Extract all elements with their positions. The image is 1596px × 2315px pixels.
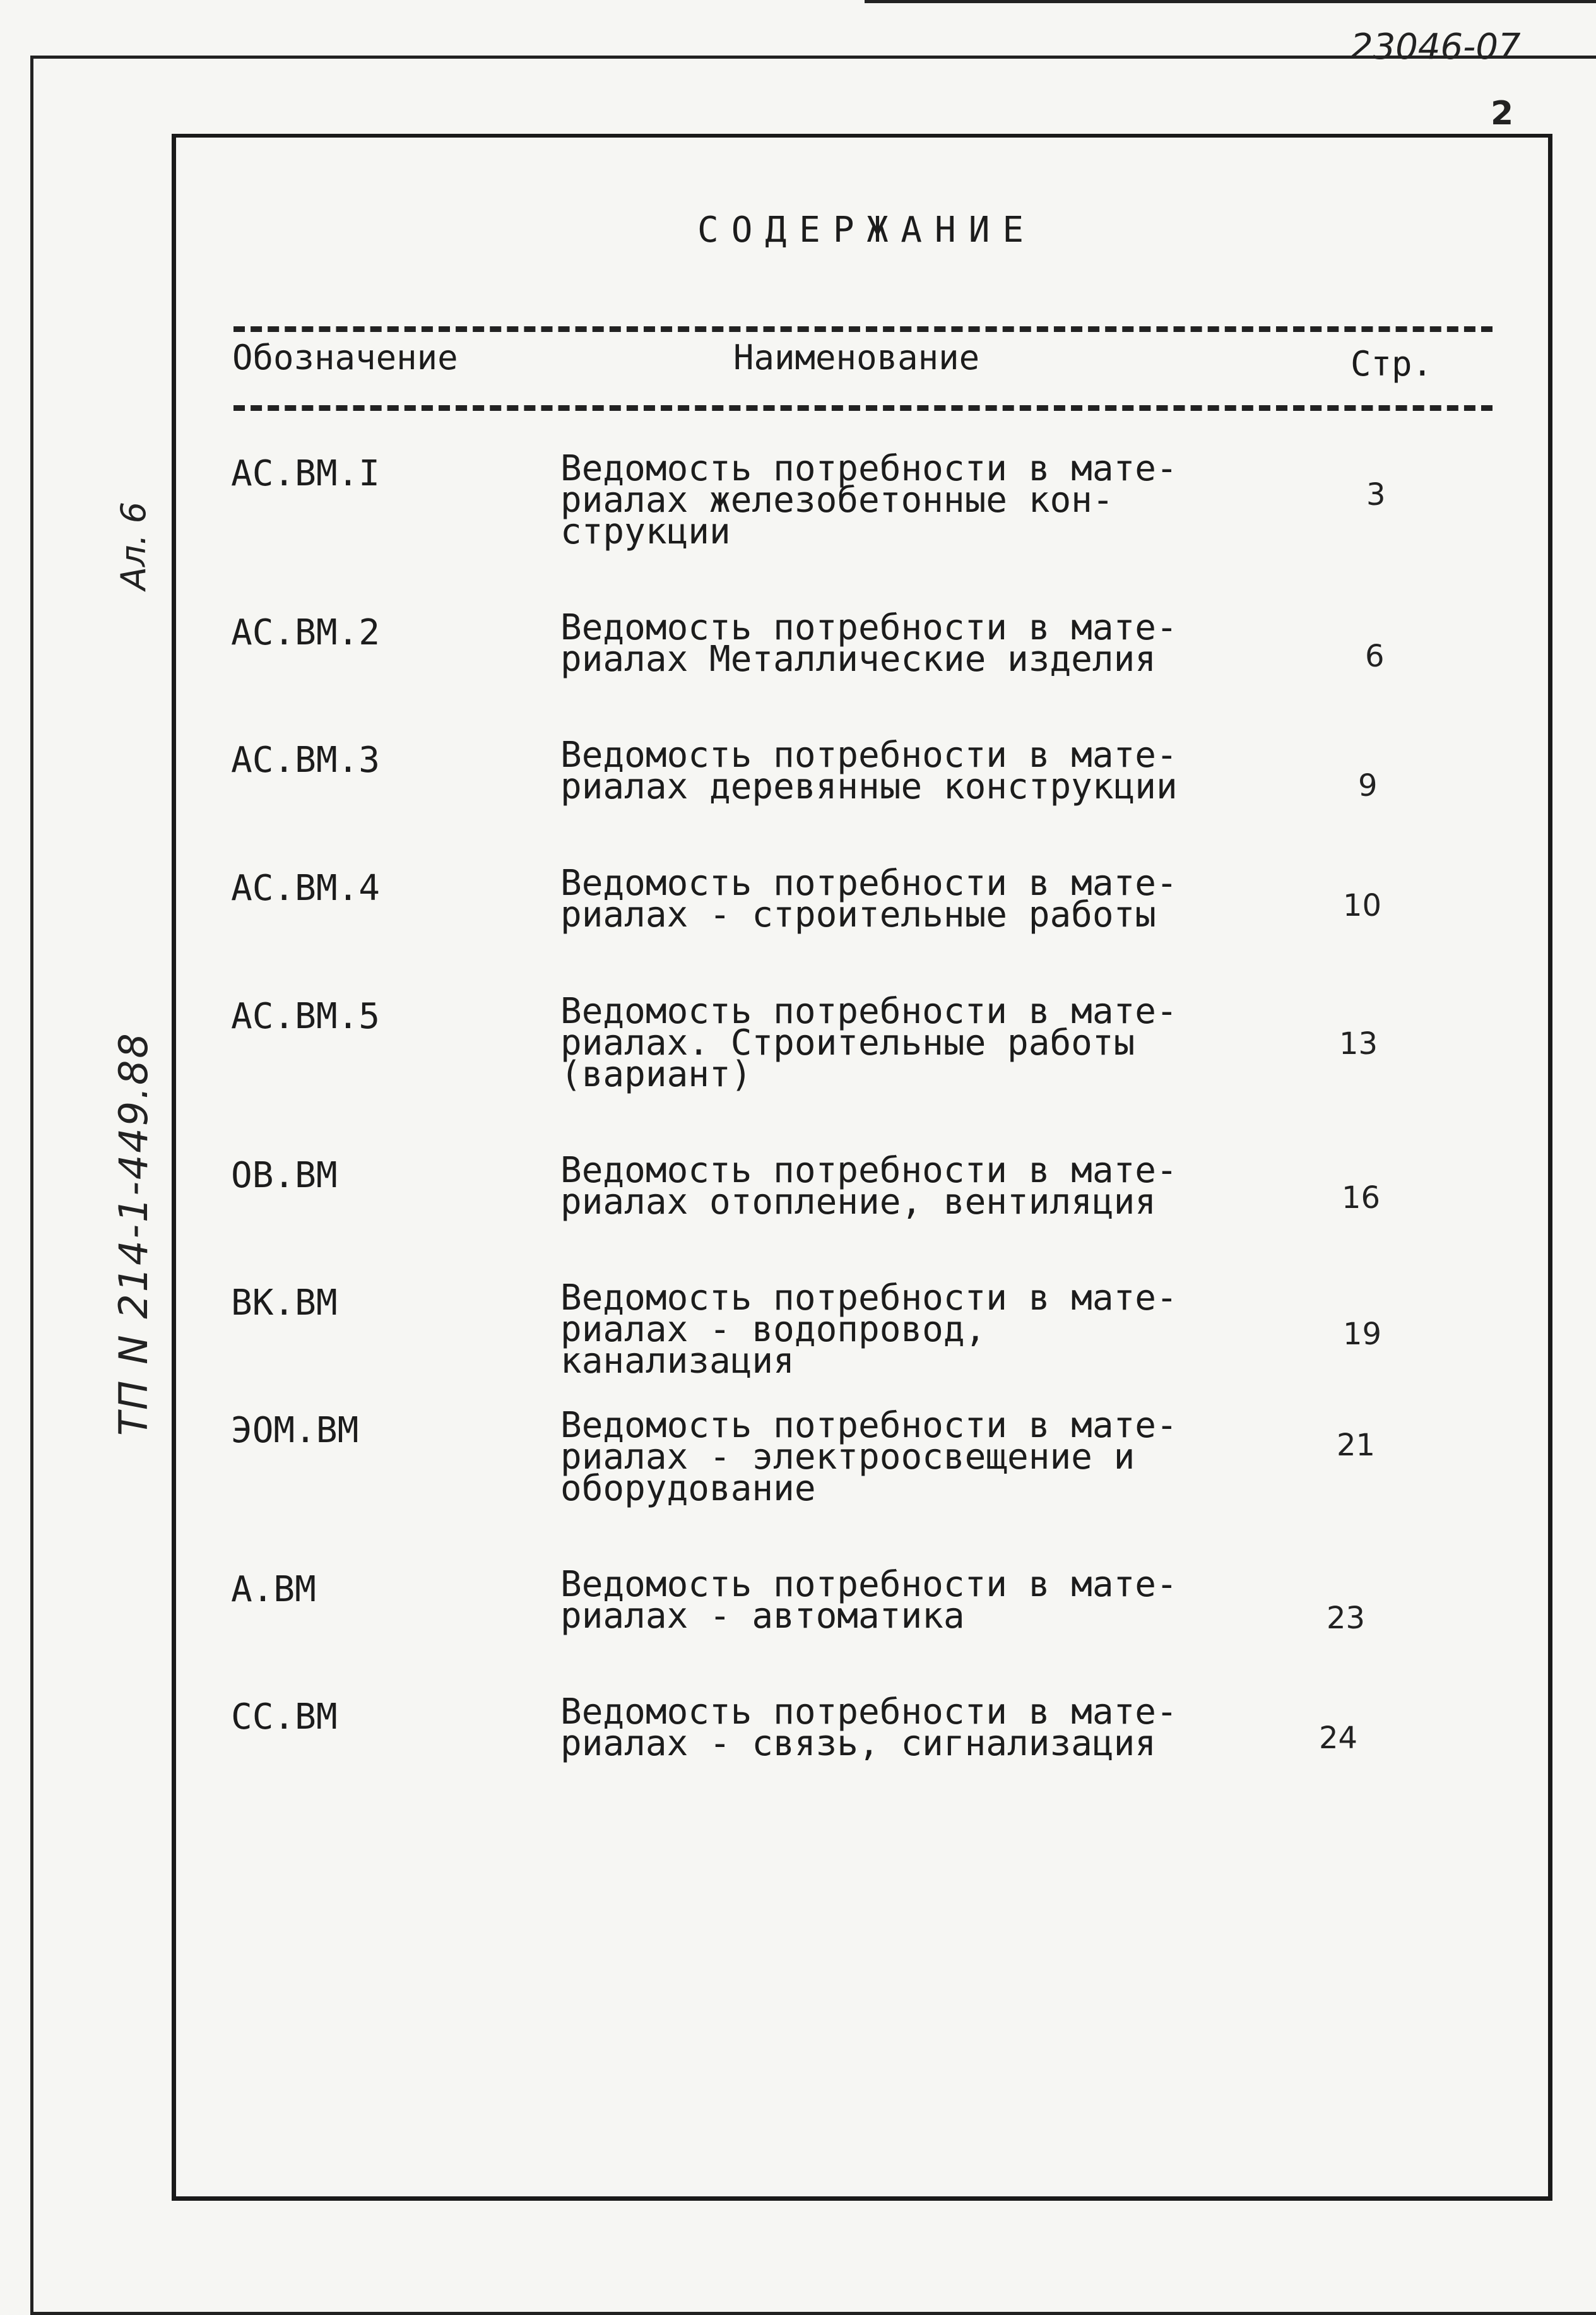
row-page: 13 [1339,1026,1378,1062]
row-page: 23 [1327,1601,1366,1636]
row-page: 21 [1337,1428,1376,1463]
column-header-designation: Обозначение [232,338,458,377]
row-name: Ведомость потребности в мате- риалах - электроосвещение и оборудование [560,1405,1178,1509]
row-name: Ведомость потребности в мате- риалах железобетонные кон- струкции [560,448,1178,552]
row-code: АС.ВМ.5 [231,996,381,1037]
album-label: Ал. 6 [114,501,153,590]
row-code: ОВ.ВМ [231,1155,338,1196]
document-code: ТП N 214-1-449.88 [110,1031,157,1436]
row-page: 9 [1358,768,1378,803]
row-page: 6 [1365,639,1385,674]
header-rule-top [233,326,1493,332]
row-code: ВК.ВМ [231,1282,338,1323]
row-name: Ведомость потребности в мате- риалах отопление, вентиляция [560,1150,1178,1223]
row-code: ЭОМ.ВМ [231,1410,359,1451]
row-code: АС.ВМ.4 [231,868,381,909]
row-code: АС.ВМ.2 [231,612,381,653]
row-name: Ведомость потребности в мате- риалах Металлические изделия [560,607,1178,680]
archive-number: 23046-07 [1351,27,1521,68]
row-code: АС.ВМ.3 [231,740,381,781]
row-code: СС.ВМ [231,1696,338,1738]
row-name: Ведомость потребности в мате- риалах - строительные работы [560,863,1178,935]
page-title: СОДЕРЖАНИЕ [697,210,1037,251]
row-page: 16 [1342,1180,1381,1216]
column-header-name: Наименование [733,338,980,377]
row-name: Ведомость потребности в мате- риалах - водопровод, канализация [560,1277,1178,1382]
row-name: Ведомость потребности в мате- риалах - связь, сигнализация [560,1691,1178,1764]
top-border-stub [865,0,1596,3]
row-code: А.ВМ [231,1569,316,1610]
row-name: Ведомость потребности в мате- риалах деревянные конструкции [560,735,1178,807]
row-page: 24 [1319,1720,1358,1756]
row-page: 3 [1366,477,1386,512]
column-header-page: Стр. [1351,344,1433,384]
header-rule-bottom [233,405,1493,411]
row-name: Ведомость потребности в мате- риалах. Строительные работы (вариант) [560,991,1178,1095]
row-code: АС.ВМ.I [231,453,381,494]
row-name: Ведомость потребности в мате- риалах - автоматика [560,1564,1178,1637]
sheet-number: 2 [1491,95,1514,133]
row-page: 10 [1343,888,1382,923]
row-page: 19 [1343,1317,1382,1352]
